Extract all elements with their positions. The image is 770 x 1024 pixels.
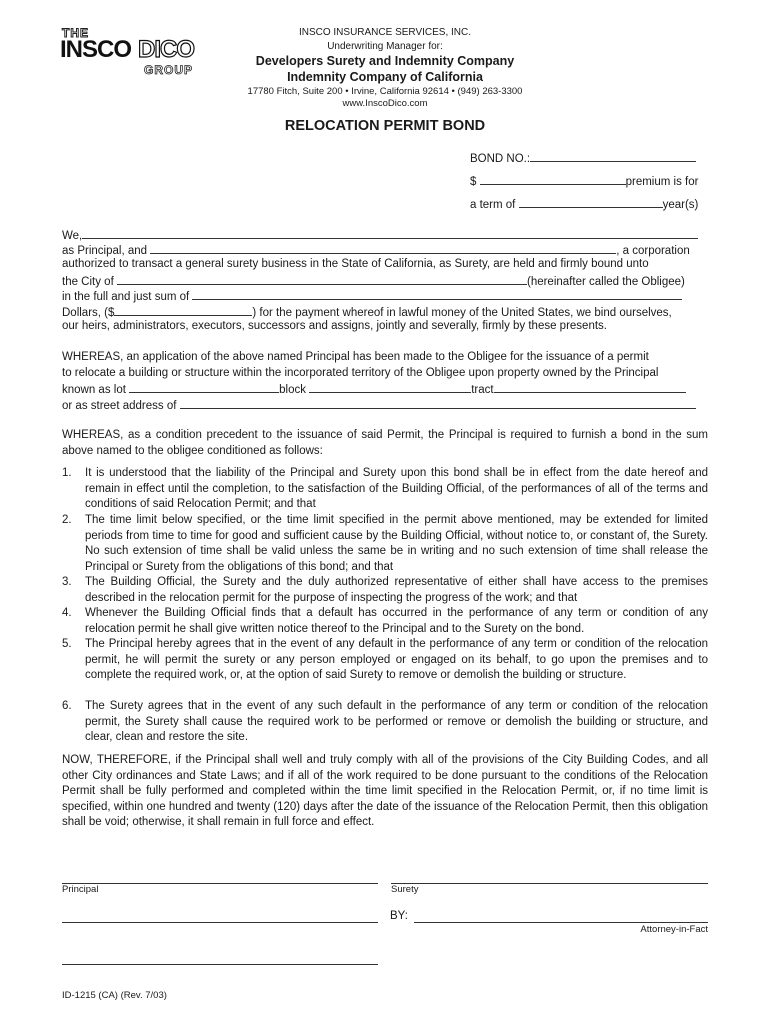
- logo-group: GROUP: [144, 63, 194, 77]
- surety-name-field[interactable]: [150, 242, 616, 254]
- condition-number: 5.: [62, 638, 72, 650]
- whereas1-line2: to relocate a building or structure within the incorporated territory of the Obligee upon property owned by the Principal: [62, 367, 659, 379]
- surety-company-2: Indemnity Company of California: [287, 70, 483, 84]
- corporation-label: , a corporation: [616, 245, 690, 257]
- we-label: We,: [62, 230, 83, 242]
- by-label: BY:: [390, 910, 408, 922]
- attorney-signature-line[interactable]: [414, 922, 708, 923]
- condition-text: The time limit below specified, or the time limit specified in the permit above mentioned, may be extended for limited periods from time to time for good and sufficient cause by the Building Official, without notice to, or constant of, the Surety. No such extension of time shall be valid unless the same be in writing and no such extension of time shall release the Principal or Surety from the obligations of this bond; and that: [85, 514, 708, 573]
- company-name: INSCO INSURANCE SERVICES, INC.: [298, 27, 472, 38]
- term-row: [470, 196, 698, 211]
- heirs-line: our heirs, administrators, executors, successors and assigns, jointly and severally, firmly by these presents.: [62, 320, 607, 332]
- lot-label: known as lot: [62, 384, 126, 396]
- company-website: www.InscoDico.com: [342, 98, 428, 109]
- dollars-post-label: ) for the payment whereof in lawful money of the United States, we bind ourselves,: [252, 307, 672, 319]
- condition-text: The Building Official, the Surety and the duly authorized representative of either shall have access to the premises described in the relocation permit for the purpose of inspecting the progress of the work; and that: [85, 576, 708, 604]
- dollar-sign: $: [470, 176, 477, 188]
- city-field[interactable]: [117, 273, 527, 285]
- bond-no-field[interactable]: [530, 150, 696, 162]
- city-of-label: the City of: [62, 276, 114, 288]
- tract-field[interactable]: [494, 381, 686, 393]
- sum-of-label: in the full and just sum of: [62, 291, 190, 303]
- street-label: or as street address of: [62, 400, 177, 412]
- logo-dico: DICO: [138, 36, 194, 63]
- principal-name-field[interactable]: [82, 227, 698, 239]
- attorney-in-fact-label: Attorney-in-Fact: [640, 924, 708, 935]
- sum-amount-field[interactable]: [114, 304, 252, 316]
- sum-words-field[interactable]: [192, 288, 682, 300]
- term-label: a term of: [470, 199, 516, 211]
- lot-block-tract-line: [62, 381, 708, 399]
- surety-company-1: Developers Surety and Indemnity Company: [255, 54, 515, 68]
- condition-number: 1.: [62, 467, 72, 479]
- tract-label: tract: [471, 384, 494, 396]
- underwriting-label: Underwriting Manager for:: [327, 41, 443, 52]
- condition-text: The Principal hereby agrees that in the event of any default in the performance of any term or condition of the relocation permit, he will permit the surety or any person employed or engaged on its behalf, to go upon the premises and to complete the required work, or, at the option of said Surety to remove or demolish the building or structure.: [85, 638, 708, 681]
- surety-signature-line[interactable]: [391, 883, 708, 884]
- condition-text: It is understood that the liability of the Principal and Surety upon this bond shall be in effect from the date hereof and remain in effect until the completion, to the satisfaction of the Building Official, of the performances of all of the terms and conditions of said Relocation Permit; and that: [85, 467, 708, 510]
- bond-no-row: [470, 150, 696, 165]
- block-label: block: [279, 384, 306, 396]
- logo-the: THE: [62, 26, 89, 40]
- principal-signature-line-2[interactable]: [62, 922, 378, 923]
- bond-no-label: BOND NO.:: [470, 153, 531, 165]
- premium-field[interactable]: [480, 173, 626, 185]
- years-label: year(s): [662, 199, 699, 211]
- condition-number: 2.: [62, 514, 72, 526]
- condition-number: 6.: [62, 700, 72, 712]
- lot-field[interactable]: [129, 381, 279, 393]
- whereas1-line1: WHEREAS, an application of the above named Principal has been made to the Obligee for the issuance of a permit: [62, 351, 649, 363]
- principal-signature-line-3[interactable]: [62, 964, 378, 965]
- company-address: 17780 Fitch, Suite 200 • Irvine, California 92614 • (949) 263-3300: [247, 86, 523, 97]
- obligee-label: (hereinafter called the Obligee): [526, 276, 685, 288]
- term-field[interactable]: [519, 196, 663, 208]
- dollars-pre-label: Dollars, ($: [62, 307, 115, 319]
- surety-label: Surety: [391, 884, 419, 895]
- street-address-field[interactable]: [180, 397, 696, 409]
- premium-label: premium is for: [625, 176, 699, 188]
- logo-insco: INSCO: [60, 36, 132, 63]
- premium-row: [470, 173, 698, 188]
- street-line: [62, 397, 708, 415]
- page-title: RELOCATION PERMIT BOND: [284, 118, 486, 134]
- block-field[interactable]: [309, 381, 471, 393]
- condition-number: 4.: [62, 607, 72, 619]
- whereas2-paragraph: WHEREAS, as a condition precedent to the issuance of said Permit, the Principal is required to furnish a bond in the sum above named to the obligee conditioned as follows:: [62, 429, 708, 457]
- principal-label: Principal: [62, 884, 99, 895]
- now-therefore-paragraph: NOW, THEREFORE, if the Principal shall well and truly comply with all of the provisions of the City Building Codes, and all other City ordinances and State Laws; and if all of the work required to be done pursuant to the conditions of the Relocation Permit shall be fully performed and completed within the time limit specified in the Relocation Permit, or, if no time limit is specified, within one hundred and twenty (120) days after the date of the issuance of the Relocation Permit, then this obligation shall be void; otherwise, it shall remain in full force and effect.: [62, 754, 708, 828]
- as-principal-label: as Principal, and: [62, 245, 148, 257]
- form-id: ID-1215 (CA) (Rev. 7/03): [62, 990, 167, 1001]
- condition-number: 3.: [62, 576, 72, 588]
- condition-text: Whenever the Building Official finds that a default has occurred in the performance of any term or condition of any relocation permit he shall give written notice thereof to the Principal and to the Surety on the bond.: [85, 607, 708, 635]
- sum-line: [62, 288, 708, 306]
- principal-signature-line[interactable]: [62, 883, 378, 884]
- condition-text: The Surety agrees that in the event of any such default in the performance of any term or condition of the relocation permit, the Surety shall cause the required work to be performed or remove or demolish the building or structure, and clear, clean and restore the site.: [85, 700, 708, 743]
- authorized-line: authorized to transact a general surety business in the State of California, as Surety, are held and firmly bound unto: [62, 258, 649, 270]
